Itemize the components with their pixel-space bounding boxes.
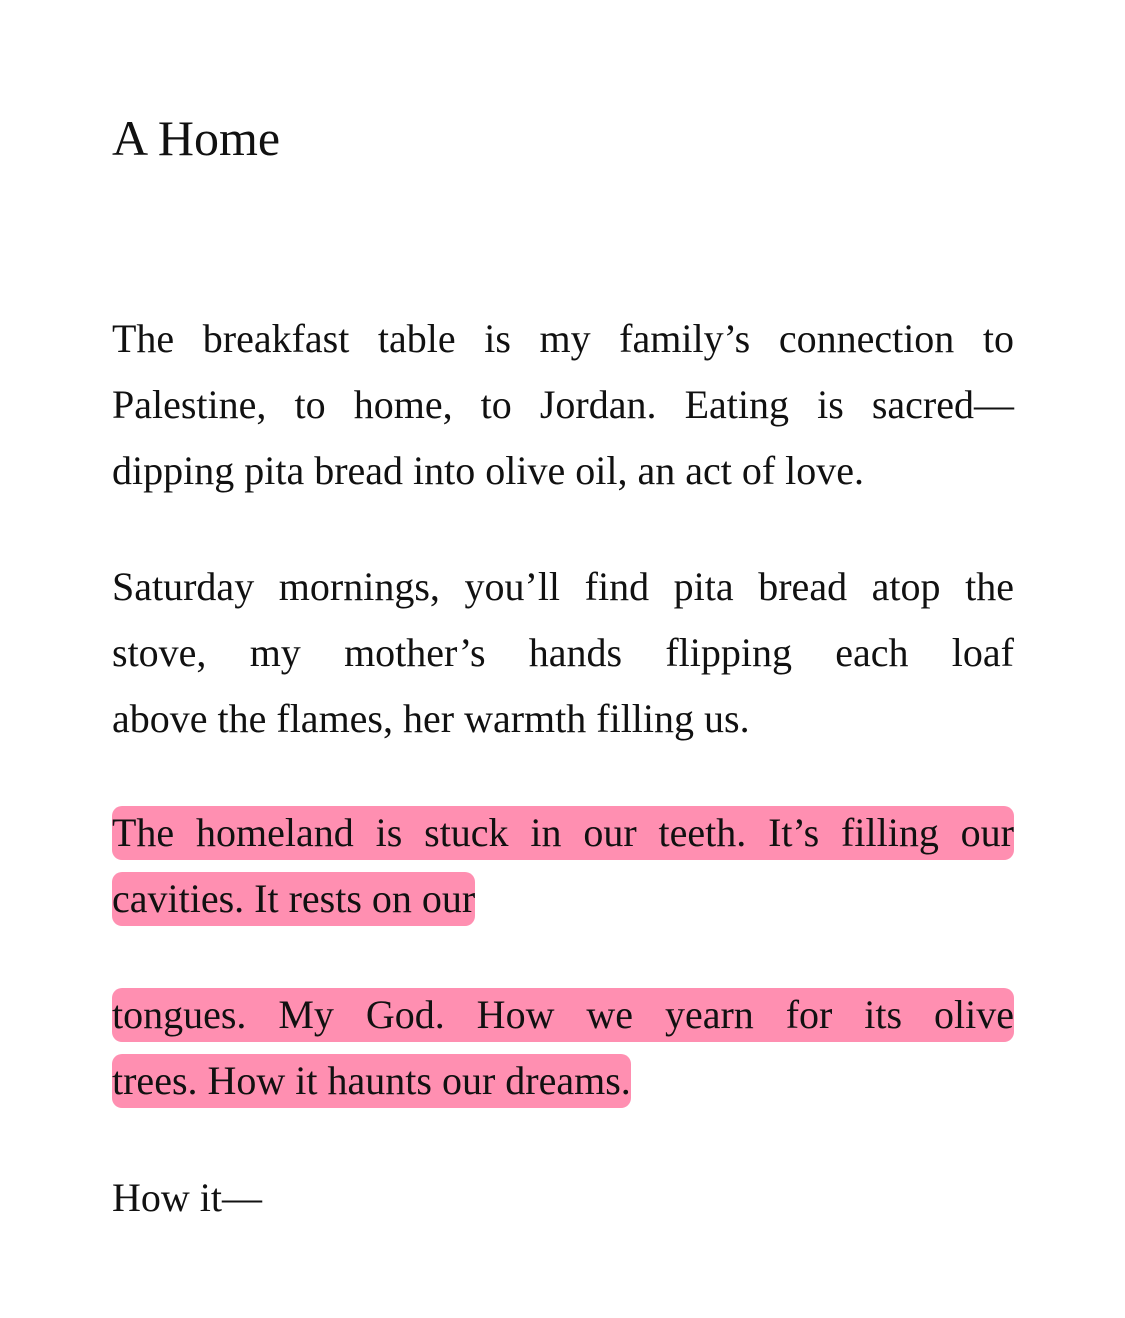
paragraph-line: dipping pita bread into olive oil, an act of love. [112, 448, 865, 493]
paragraph-line: The breakfast table is my family’s connection to [112, 316, 1014, 361]
closing-line: How it— [112, 1175, 262, 1220]
paragraph-line: stove, my mother’s hands flipping each loaf [112, 630, 1014, 675]
highlighted-text-line[interactable]: trees. How it haunts our dreams. [112, 1054, 631, 1108]
document-title: A Home [112, 110, 281, 166]
paragraph-line: Palestine, to home, to Jordan. Eating is sacred— [112, 382, 1014, 427]
paragraph-line: above the flames, her warmth filling us. [112, 696, 750, 741]
paragraph-breakfast-table [112, 306, 1014, 504]
paragraph-line: Saturday mornings, you’ll find pita bread atop the [112, 564, 1014, 609]
highlighted-text-line[interactable]: The homeland is stuck in our teeth. It’s filling our [112, 806, 1014, 860]
highlighted-text-line[interactable]: cavities. It rests on our [112, 872, 475, 926]
highlighted-text-line[interactable]: tongues. My God. How we yearn for its olive [112, 988, 1014, 1042]
paragraph-saturday-mornings [112, 554, 1014, 752]
